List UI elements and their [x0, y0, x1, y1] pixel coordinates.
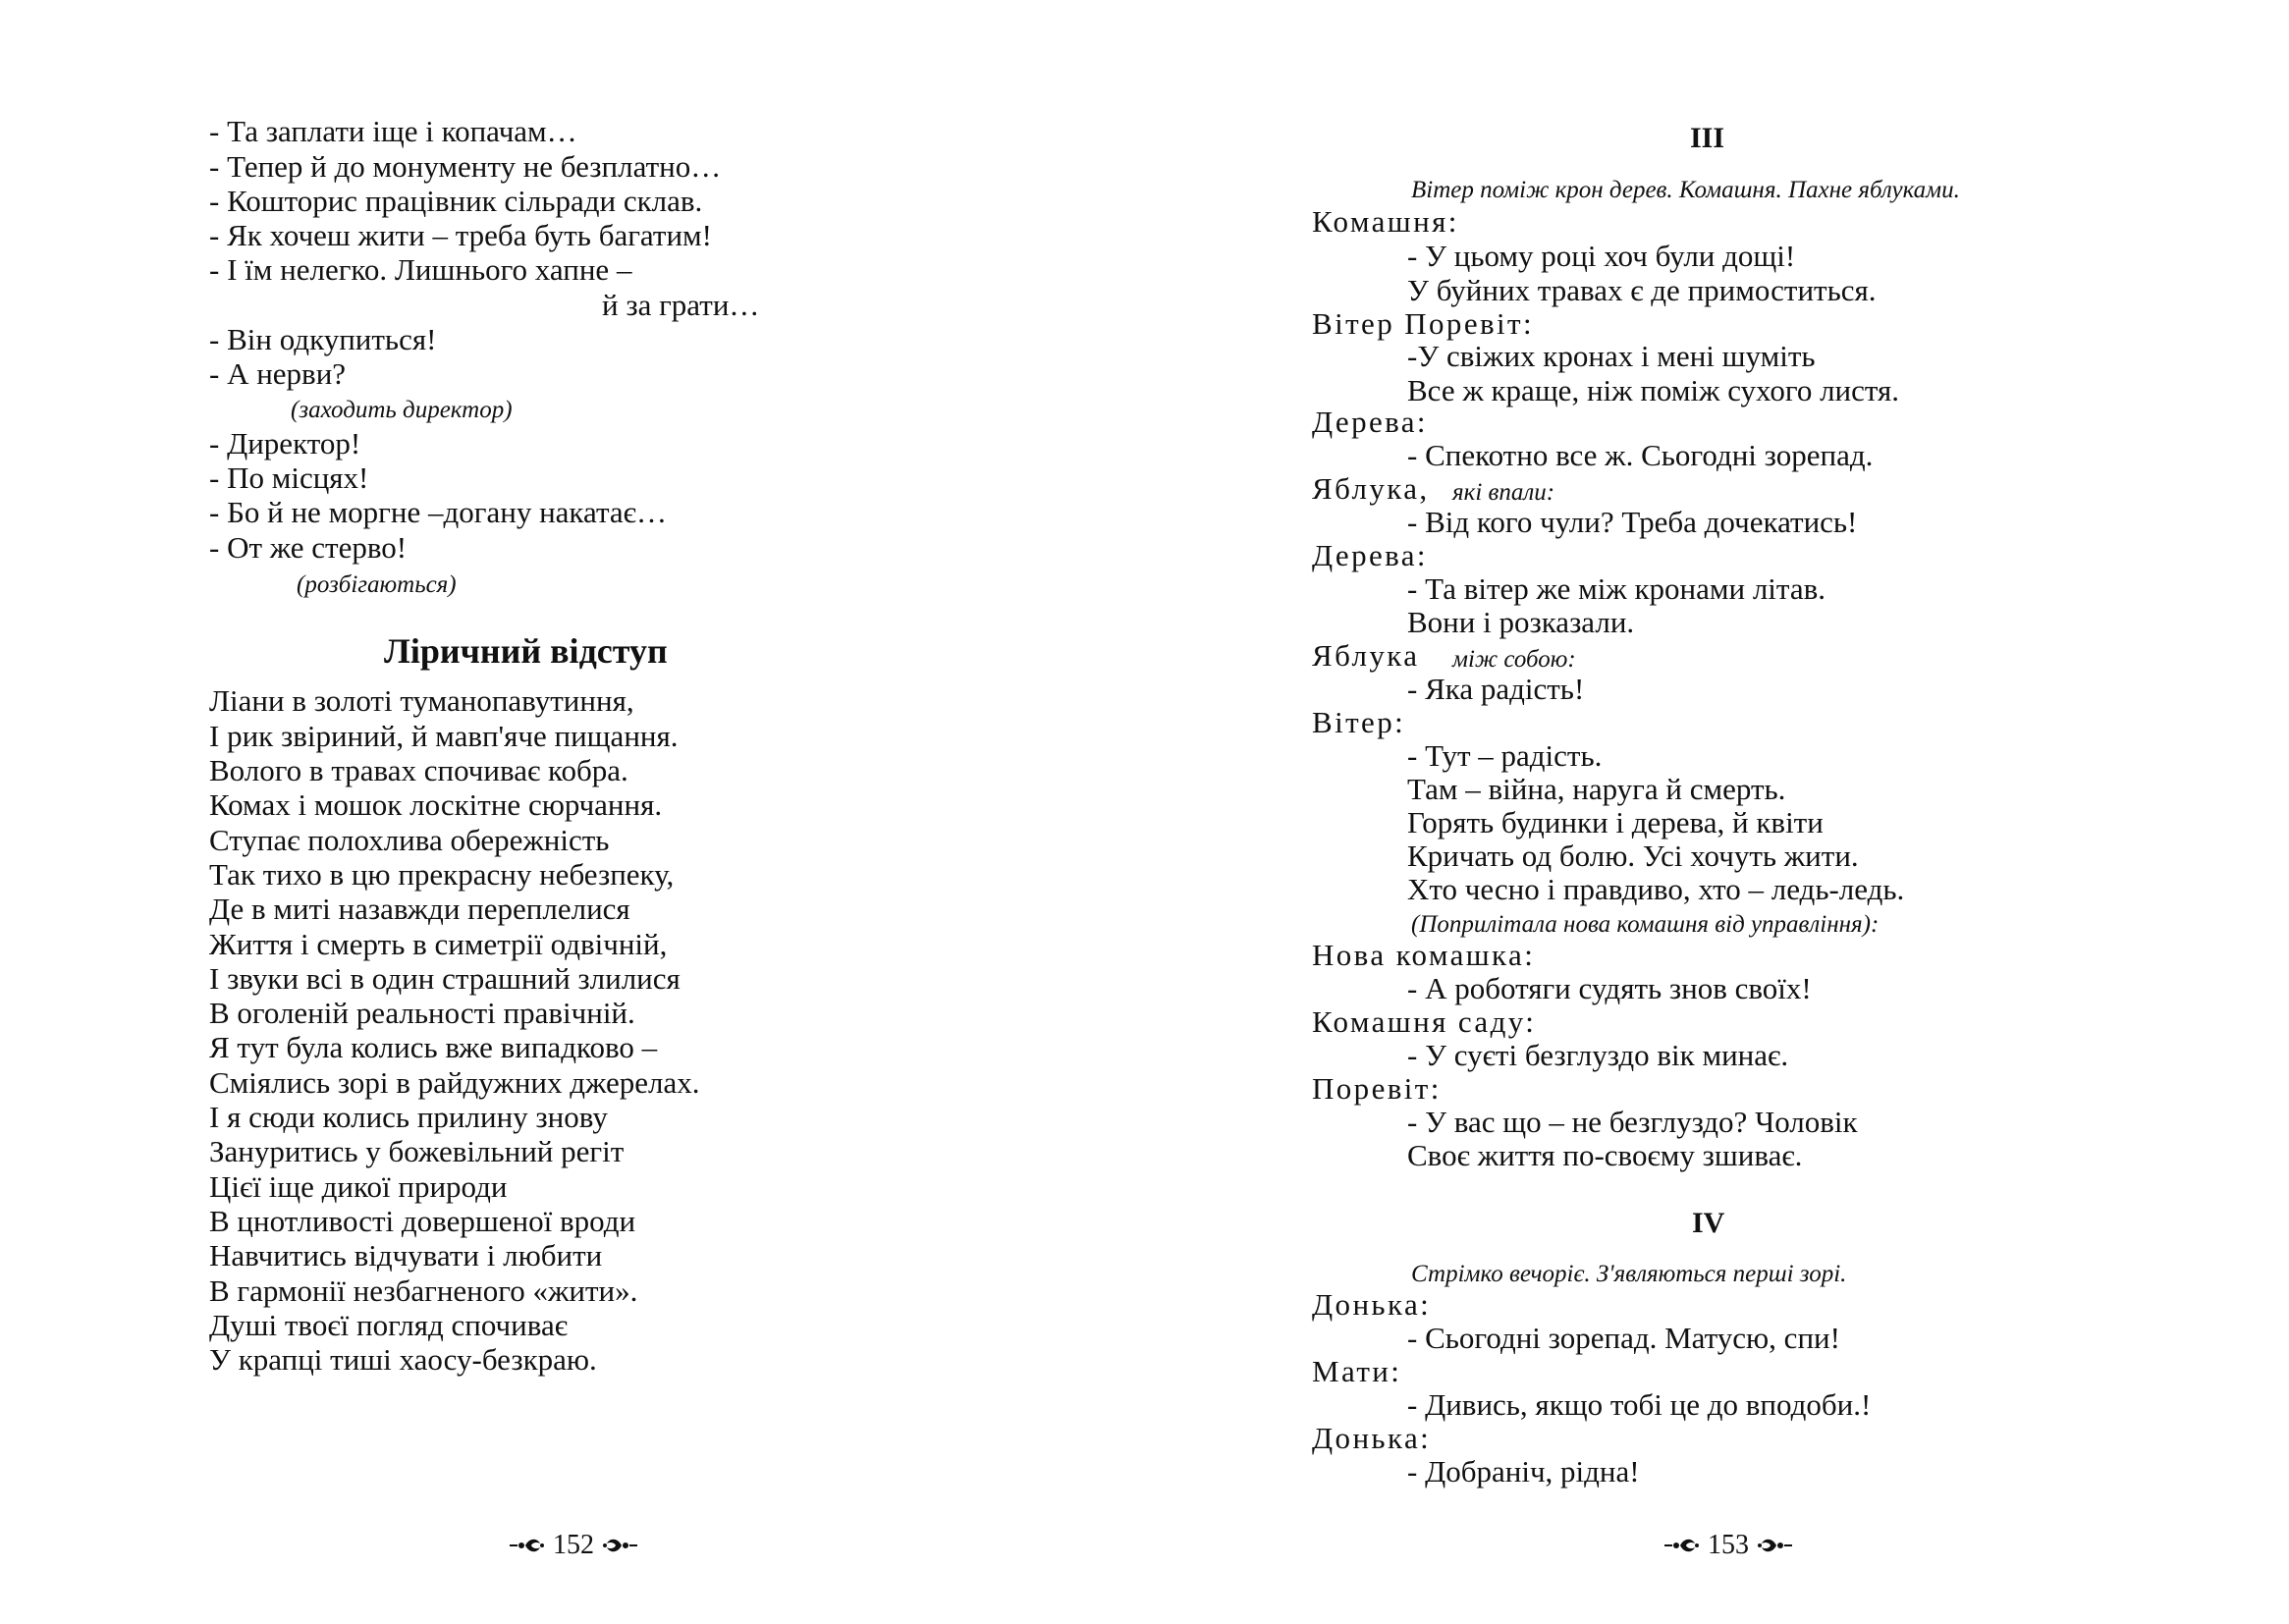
- poem-line: В цнотливості довершеної вроди: [209, 1204, 636, 1238]
- poem-line: Комах і мошок лоскітне сюрчання.: [209, 787, 663, 822]
- poem-line: Волого в травах спочиває кобра.: [209, 753, 628, 787]
- poem-line: І звуки всі в один страшний злилися: [209, 961, 681, 996]
- poem-line: Сміялись зорі в райдужних джерелах.: [209, 1065, 700, 1100]
- speaker-name: Яблука: [1312, 638, 1420, 673]
- dialogue-line: - У суєті безглуздо вік минає.: [1407, 1038, 1789, 1072]
- dialogue-line: - Спекотно все ж. Сьогодні зорепад.: [1407, 438, 1874, 472]
- poem-line: Ступає полохлива обережність: [209, 823, 610, 857]
- page-number-footer: [1662, 1528, 1794, 1563]
- dialogue-line: - Тут – радість.: [1407, 738, 1603, 773]
- section-numeral: III: [1690, 122, 1725, 154]
- dialogue-line: Кричать од болю. Усі хочуть жити.: [1407, 839, 1859, 873]
- dialogue-line: - По місцях!: [209, 460, 369, 495]
- dialogue-line: - Кошторис працівник сільради склав.: [209, 184, 703, 218]
- stage-direction: Стрімко вечоріє. З'являються перші зорі.: [1411, 1261, 1847, 1287]
- dialogue-line: - Дивись, якщо тобі це до вподоби.!: [1407, 1387, 1872, 1422]
- dialogue-line: Горять будинки і дерева, й квіти: [1407, 805, 1824, 839]
- dialogue-line: - Бо й не моргне –догану накатає…: [209, 495, 667, 529]
- stage-direction: які впали:: [1452, 479, 1555, 506]
- dialogue-line: - Та вітер же між кронами літав.: [1407, 571, 1826, 606]
- dialogue-line: Там – війна, наруга й смерть.: [1407, 772, 1786, 806]
- poem-line: І рик звіриний, й мавп'яче пищання.: [209, 719, 679, 753]
- dialogue-line: Хто чесно і правдиво, хто – ледь-ледь.: [1407, 872, 1905, 906]
- poem-line: Навчитись відчувати і любити: [209, 1238, 603, 1272]
- stage-direction: (заходить директор): [291, 397, 513, 423]
- section-numeral: IV: [1692, 1207, 1725, 1239]
- dialogue-line: - Яка радість!: [1407, 672, 1585, 706]
- dialogue-line: - Як хочеш жити – треба буть багатим!: [209, 218, 712, 252]
- dialogue-line: - Він одкупиться!: [209, 322, 437, 356]
- stage-direction: Вітер поміж крон дерев. Комашня. Пахне яблуками.: [1411, 177, 1960, 203]
- floral-ornament-icon: [1662, 1536, 1700, 1555]
- poem-line: У крапці тиші хаосу-безкраю.: [209, 1342, 597, 1377]
- poem-line: Цієї іще дикої природи: [209, 1169, 508, 1204]
- poem-line: Я тут була колись вже випадково –: [209, 1030, 658, 1064]
- page-number-footer: [508, 1528, 639, 1563]
- dialogue-line: - У вас що – не безглуздо? Чоловік: [1407, 1105, 1858, 1139]
- poem-line: В гармонії незбагненого «жити».: [209, 1273, 638, 1308]
- speaker-name: Мати:: [1312, 1354, 1402, 1388]
- speaker-name: Поревіт:: [1312, 1071, 1442, 1106]
- speaker-name: Комашня саду:: [1312, 1004, 1537, 1039]
- poem-line: Життя і смерть в симетрії одвічній,: [209, 927, 668, 961]
- stage-direction: між собою:: [1452, 646, 1576, 673]
- speaker-name: Вітер:: [1312, 705, 1406, 739]
- speaker-name: Дерева:: [1312, 538, 1428, 572]
- page-number: 152: [553, 1530, 594, 1560]
- dialogue-line: - Директор!: [209, 426, 361, 460]
- dialogue-line: - Сьогодні зорепад. Матусю, спи!: [1407, 1321, 1840, 1355]
- speaker-name: Вітер Поревіт:: [1312, 306, 1535, 341]
- poem-line: Так тихо в цю прекрасну небезпеку,: [209, 857, 675, 892]
- poem-line: В оголеній реальності правічній.: [209, 996, 635, 1030]
- left-page: [0, 0, 1144, 1624]
- dialogue-line: - Тепер й до монументу не безплатно…: [209, 149, 722, 184]
- speaker-name: Нова комашка:: [1312, 938, 1536, 972]
- poem-line: Ліани в золоті туманопавутиння,: [209, 683, 634, 718]
- floral-ornament-icon: [602, 1536, 639, 1555]
- dialogue-line: й за грати…: [602, 288, 760, 322]
- poem-line: Душі твоєї погляд спочиває: [209, 1308, 569, 1342]
- dialogue-line: У буйних травах є де примоститься.: [1407, 273, 1877, 307]
- section-heading: Ліричний відступ: [384, 631, 668, 671]
- dialogue-line: - Від кого чули? Треба дочекатись!: [1407, 505, 1858, 539]
- speaker-name: Комашня:: [1312, 204, 1459, 239]
- dialogue-line: Вони і розказали.: [1407, 605, 1635, 639]
- floral-ornament-icon: [1757, 1536, 1794, 1555]
- dialogue-line: - А нерви?: [209, 356, 347, 391]
- dialogue-line: - А роботяги судять знов своїх!: [1407, 971, 1812, 1005]
- speaker-name: Донька:: [1312, 1287, 1432, 1322]
- dialogue-line: - Добраніч, рідна!: [1407, 1454, 1640, 1489]
- speaker-name: Донька:: [1312, 1421, 1432, 1455]
- dialogue-line: - От же стерво!: [209, 530, 408, 565]
- dialogue-line: - Та заплати іще і копачам…: [209, 114, 577, 148]
- dialogue-line: Все ж краще, ніж поміж сухого листя.: [1407, 373, 1900, 407]
- stage-direction: (розбігаються): [297, 571, 457, 598]
- right-page: [1145, 0, 2289, 1624]
- floral-ornament-icon: [508, 1536, 545, 1555]
- poem-line: І я сюди колись прилину знову: [209, 1100, 608, 1134]
- dialogue-line: -У свіжих кронах і мені шуміть: [1407, 339, 1816, 373]
- speaker-name: Дерева:: [1312, 405, 1428, 439]
- poem-line: Зануритись у божевільний регіт: [209, 1134, 625, 1168]
- speaker-name: Яблука,: [1312, 471, 1430, 506]
- stage-direction: (Поприлітала нова комашня від управління):: [1411, 911, 1880, 938]
- page-number: 153: [1708, 1530, 1749, 1560]
- poem-line: Де в миті назавжди переплелися: [209, 892, 630, 926]
- dialogue-line: - І їм нелегко. Лишнього хапне –: [209, 252, 632, 287]
- dialogue-line: Своє життя по-своєму зшиває.: [1407, 1138, 1803, 1172]
- dialogue-line: - У цьому році хоч були дощі!: [1407, 239, 1796, 273]
